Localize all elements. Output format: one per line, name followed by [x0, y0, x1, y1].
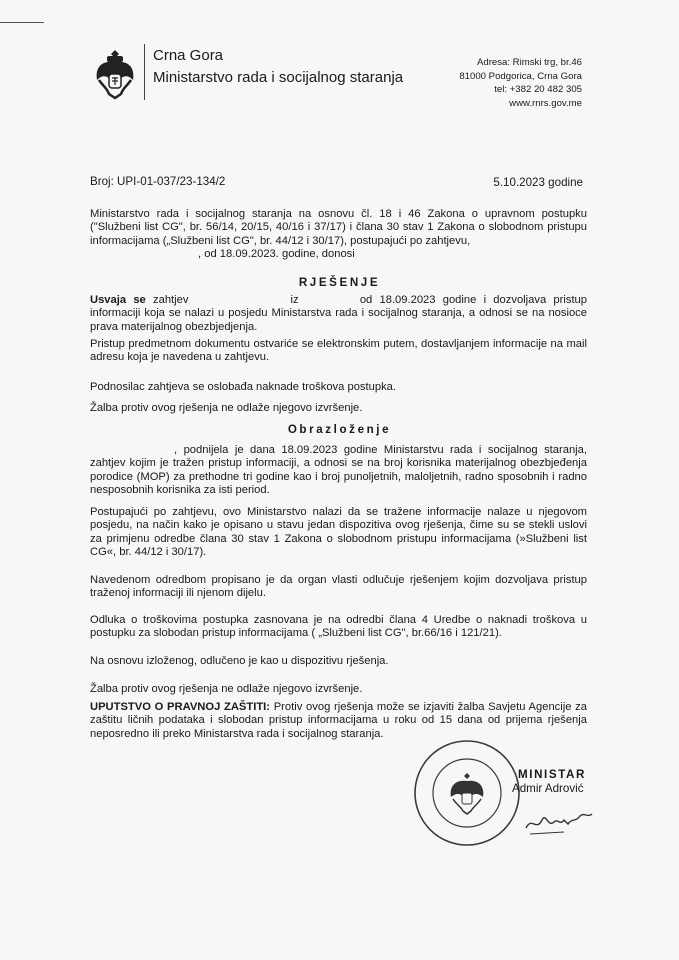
- decision-rest: od 18.09.2023 godine i dozvoljava pristup informaciji koja se nalazi u posjedu Ministarstva rada i socijalnog staranja, a odnosi se na nosioce prava materijalnog obezbjedjenja.: [90, 294, 587, 333]
- signatory-title: MINISTAR: [518, 768, 586, 781]
- address-line: 81000 Podgorica, Crna Gora: [459, 70, 582, 82]
- official-stamp-icon: [411, 737, 523, 849]
- org-country: Crna Gora: [153, 47, 224, 64]
- address-line: Adresa: Rimski trg, br.46: [476, 57, 582, 68]
- decision-iz: iz: [290, 294, 299, 306]
- decision-paragraph-4: Žalba protiv ovog rješenja ne odlaže njegovo izvršenje.: [90, 402, 363, 414]
- reasoning-paragraph-5: Na osnovu izloženog, odlučeno je kao u dispozitivu rješenja.: [90, 655, 389, 667]
- address-block: [459, 56, 582, 110]
- legal-remedy-text: Protiv ovog rješenja može se izjaviti žalba Savjetu Agencije za zaštitu ličnih podataka i slobodan pristup informacijama u roku od 15 dana od prijema rješenja neposredno ili preko Ministarstva rada i socijalnog staranja.: [90, 701, 587, 740]
- decision-paragraph-3: Podnosilac zahtjeva se oslobađa naknade troškova postupka.: [90, 381, 396, 393]
- reasoning-paragraph-4: Odluka o troškovima postupka zasnovana je na odredbi člana 4 Uredbe o naknadi troškova u postupku za slobodan pristup informacijama ( „Službeni list CG", br.66/16 i 121/21).: [90, 614, 587, 640]
- intro-date: , od 18.09.2023. godine, donosi: [198, 248, 355, 261]
- heading-obrazlozenje: Obrazloženje: [287, 423, 392, 436]
- address-website: www.rnrs.gov.me: [509, 97, 582, 109]
- address-phone: tel: +382 20 482 305: [494, 84, 582, 96]
- header-divider: [144, 44, 145, 100]
- reasoning-paragraph-3: Navedenom odredbom propisano je da organ vlasti odlučuje rješenjem kojim dozvoljava pristup traženoj informaciji ili njenom dijelu.: [90, 574, 587, 600]
- legal-remedy-paragraph: [90, 701, 587, 741]
- decision-paragraph-2: Pristup predmetnom dokumentu ostvariće se elektronskim putem, dostavljanjem informacije na mail adresu koja je navedena u zahtjevu.: [90, 338, 587, 364]
- reasoning-paragraph-2: Postupajući po zahtjevu, ovo Ministarstvo nalazi da se tražene informacije nalaze u njegovom posjedu, na način kako je opisano u stavu jedan dispozitiva ovog rješenja, čime su se stekli uslovi za primjenu odredbe člana 30 stav 1 Zakona o slobodnom pristupu informacijama (»Službeni list CG«, br. 44/12 i 30/17).: [90, 506, 587, 559]
- corner-mark: [0, 22, 44, 23]
- legal-remedy-label: UPUTSTVO O PRAVNOJ ZAŠTITI:: [90, 701, 270, 713]
- reasoning-text-1: , podnijela je dana 18.09.2023 godine Ministarstvu rada i socijalnog staranja, zahtjev kojim je tražen pristup informaciji, a odnosi se na broj korisnika materijalnog obezbjeđenja porodice (MOP) za prethodne tri godine kao i broj punoljetnih, maloljetnih, radno sposobnih i radno nesposobnih korisnika za isti period.: [90, 444, 587, 497]
- reasoning-paragraph-6: Žalba protiv ovog rješenja ne odlaže njegovo izvršenje.: [90, 683, 363, 695]
- org-ministry: Ministarstvo rada i socijalnog staranja: [153, 69, 404, 86]
- document-date: 5.10.2023 godine: [493, 176, 583, 189]
- decision-usvaja: Usvaja se: [90, 294, 146, 306]
- reasoning-paragraph-1: [90, 444, 587, 498]
- signatory-name: Admir Adrović: [512, 782, 584, 795]
- intro-text: Ministarstvo rada i socijalnog staranja na osnovu čl. 18 i 46 Zakona o upravnom postupku ("Službeni list CG", br. 56/14, 20/15, 40/16 i 37/17) i člana 30 stav 1 Zakona o slobodnom pristupu informacijama („Službeni list CG", br. 44/12 i 30/17), postupajući po zahtjevu,: [90, 208, 587, 247]
- reference-number: Broj: UPI-01-037/23-134/2: [90, 175, 226, 188]
- intro-paragraph: [90, 208, 587, 262]
- coat-of-arms-icon: [93, 46, 137, 102]
- heading-rjesenje: RJEŠENJE: [298, 276, 381, 289]
- decision-zahtjev: zahtjev: [153, 294, 189, 306]
- decision-paragraph-1: [90, 294, 587, 334]
- handwritten-signature-icon: [524, 798, 594, 838]
